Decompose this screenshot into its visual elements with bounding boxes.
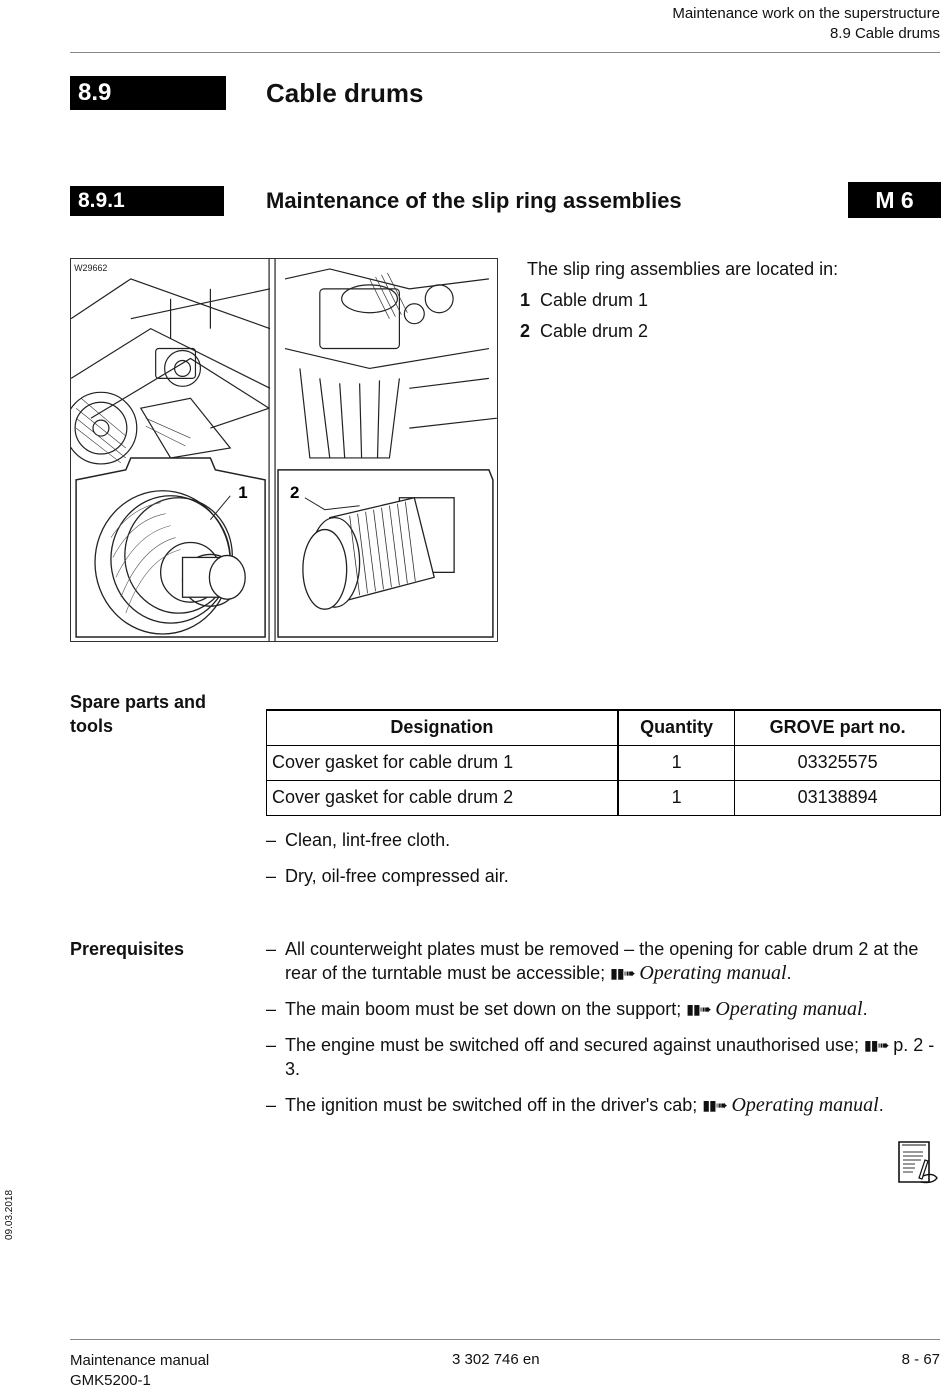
prereq-end: . xyxy=(295,1059,301,1079)
manual-title: Maintenance manual xyxy=(70,1352,210,1369)
spare-parts-label xyxy=(70,690,240,738)
ref-arrow-icon: ▮▮➠ xyxy=(610,965,635,981)
page-number: 8 - 67 xyxy=(901,1351,940,1368)
list-item: – The engine must be switched off and secured against unauthorised use; ▮▮➠ p. 2 - 3. xyxy=(266,1035,935,1079)
table-row xyxy=(267,745,941,780)
document-number: 3 302 746 en xyxy=(452,1351,540,1368)
column-header-part-no: GROVE part no. xyxy=(735,710,941,745)
table-row xyxy=(267,780,941,815)
spare-parts-label-line-1: Spare parts and xyxy=(70,692,207,712)
cell-part-no: 03325575 xyxy=(735,745,941,780)
maintenance-interval-badge: M 6 xyxy=(848,182,941,218)
intro-block xyxy=(520,254,839,347)
slip-ring-figure xyxy=(70,258,498,642)
footer-left xyxy=(70,1351,209,1386)
tools-list xyxy=(266,828,946,900)
cell-quantity: 1 xyxy=(618,780,735,815)
section-number: 8.9 xyxy=(70,76,226,110)
callout-1: 1 xyxy=(238,482,248,502)
cell-quantity: 1 xyxy=(618,745,735,780)
prereq-end: . xyxy=(786,963,792,983)
prereq-end: . xyxy=(862,999,868,1019)
book-reference-icon xyxy=(893,1138,941,1186)
header-rule xyxy=(70,52,940,53)
prereq-end: . xyxy=(878,1095,884,1115)
running-header xyxy=(672,4,940,44)
spare-parts-table xyxy=(266,709,941,816)
list-item: – All counterweight plates must be removed – the opening for cable drum 2 at the rear of the turntable must be accessible; ▮▮➠ Operating manual. xyxy=(266,939,919,984)
subsection-title: Maintenance of the slip ring assemblies xyxy=(266,188,682,213)
item-label: Cable drum 1 xyxy=(540,290,649,310)
prereq-text: The ignition must be switched off in the driver's cab; xyxy=(285,1095,703,1115)
print-date: 09.03.2018 xyxy=(4,1189,15,1240)
ref-arrow-icon: ▮▮➠ xyxy=(686,1001,711,1017)
reference-link[interactable]: Operating manual xyxy=(715,998,863,1020)
figure-id: W29662 xyxy=(74,262,108,273)
cable-drum-illustration xyxy=(71,259,497,641)
detail-frame-1 xyxy=(76,458,265,637)
section-title: Cable drums xyxy=(266,78,424,108)
spare-parts-label-line-2: tools xyxy=(70,716,113,736)
item-number: 2 xyxy=(520,321,531,341)
page-reference[interactable]: p. 2 - 3 xyxy=(285,1035,935,1079)
prereq-text: The engine must be switched off and secured against unauthorised use; xyxy=(285,1035,865,1055)
reference-link[interactable]: Operating manual xyxy=(731,1094,879,1116)
model-name: GMK5200-1 xyxy=(70,1372,151,1386)
subsection-number: 8.9.1 xyxy=(70,186,224,216)
reference-link[interactable]: Operating manual xyxy=(639,962,787,984)
list-item: – Clean, lint-free cloth. xyxy=(266,830,451,850)
intro-text: The slip ring assemblies are located in: xyxy=(527,259,839,279)
tool-text: Dry, oil-free compressed air. xyxy=(285,866,509,886)
prereq-text: The main boom must be set down on the support; xyxy=(285,999,687,1019)
prerequisites-label: Prerequisites xyxy=(70,939,185,959)
column-header-designation: Designation xyxy=(267,710,618,745)
cell-part-no: 03138894 xyxy=(735,780,941,815)
list-item: – Dry, oil-free compressed air. xyxy=(266,866,509,886)
list-item: – The ignition must be switched off in the driver's cab; ▮▮➠ Operating manual. xyxy=(266,1094,884,1116)
cell-designation: Cover gasket for cable drum 1 xyxy=(267,745,618,780)
header-line-2: 8.9 Cable drums xyxy=(829,25,940,42)
table-header-row xyxy=(267,710,941,745)
tool-text: Clean, lint-free cloth. xyxy=(285,830,451,850)
column-header-quantity: Quantity xyxy=(618,710,735,745)
list-item xyxy=(520,316,838,347)
item-label: Cable drum 2 xyxy=(540,321,649,341)
item-number: 1 xyxy=(520,290,531,310)
footer-rule xyxy=(70,1339,940,1340)
prereq-text: All counterweight plates must be removed – the opening for cable drum 2 at the rear of the turntable must be accessible; xyxy=(285,939,919,983)
ref-arrow-icon: ▮▮➠ xyxy=(864,1037,889,1053)
list-item: – The main boom must be set down on the support; ▮▮➠ Operating manual. xyxy=(266,998,868,1020)
ref-arrow-icon: ▮▮➠ xyxy=(702,1097,727,1113)
prerequisites-list xyxy=(266,937,946,1129)
header-line-1: Maintenance work on the superstructure xyxy=(672,5,940,22)
list-item xyxy=(520,285,838,316)
cell-designation: Cover gasket for cable drum 2 xyxy=(267,780,618,815)
callout-2: 2 xyxy=(289,482,300,502)
